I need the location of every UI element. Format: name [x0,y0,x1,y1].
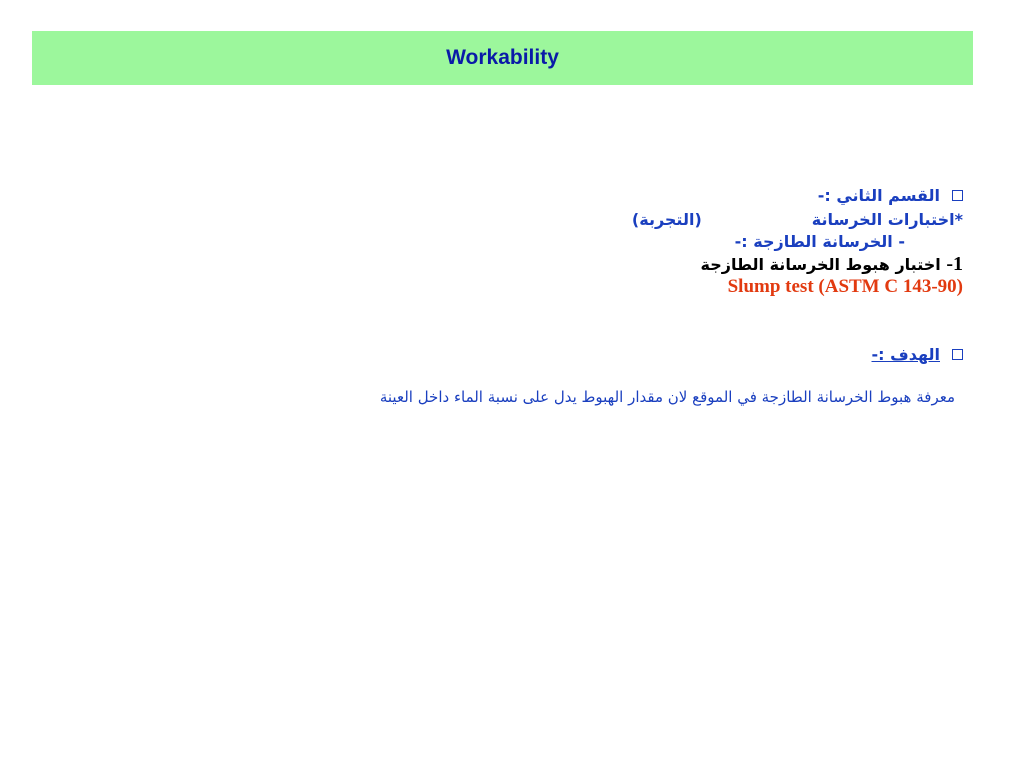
slump-item-line [120,253,963,276]
tests-label: *اختبارات الخرسانة [811,210,963,229]
objective-heading: الهدف :- [871,345,940,364]
item-number: 1- [946,253,963,275]
experiment-label: (التجربة) [631,210,702,229]
square-bullet-icon [952,349,963,360]
slide-title: Workability [446,46,559,69]
slump-test-label: Slump test (ASTM C 143-90) [727,276,963,297]
fresh-concrete-line [120,231,905,253]
tests-line [120,209,963,231]
objective-paragraph: معرفة هبوط الخرسانة الطازجة في الموقع لان مقدار الهبوط يدل على نسبة الماء داخل العينة [379,388,955,406]
title-bar [32,31,973,85]
square-bullet-icon [952,190,963,201]
section-heading: القسم الثاني :- [817,186,940,205]
section-heading-line [120,183,963,209]
item-text: اختبار هبوط الخرسانة الطازجة [700,255,941,274]
slide-content [120,183,963,423]
slump-test-line [120,276,963,298]
objective-section [120,342,963,408]
fresh-concrete-label: - الخرسانة الطازجة :- [734,232,905,251]
objective-heading-line [120,342,963,368]
